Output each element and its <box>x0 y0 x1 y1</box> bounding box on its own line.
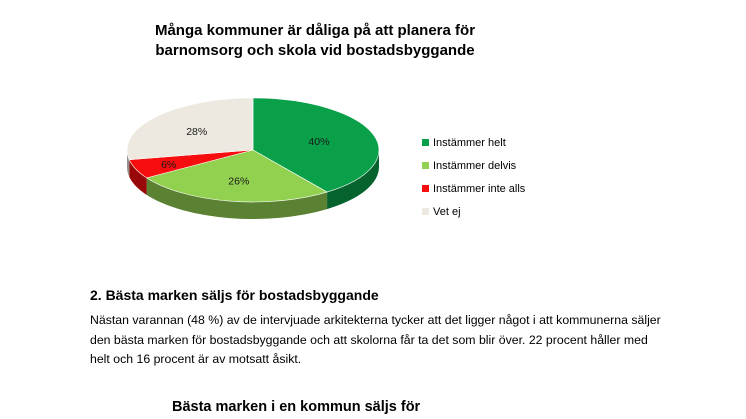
section-heading: 2. Bästa marken säljs för bostadsbyggande <box>90 287 379 303</box>
legend-swatch <box>422 162 429 169</box>
pie-data-label-1: 26% <box>228 175 250 188</box>
legend-swatch <box>422 139 429 146</box>
body-paragraph: Nästan varannan (48 %) av de intervjuade arkitekterna tycker att det ligger något i att kommunerna säljer den bästa marken för bostadsbyggande och att skolorna får ta det som blir över. 22 procent håller med helt och 16 procent är av motsatt åsikt. <box>90 313 661 366</box>
legend-item-vet-ej <box>422 200 525 223</box>
chart-legend <box>422 131 525 223</box>
legend-label: Instämmer delvis <box>433 159 517 172</box>
legend-item-instammer-helt <box>422 131 525 154</box>
legend-item-instammer-delvis <box>422 154 525 177</box>
legend-label: Vet ej <box>433 205 461 218</box>
chart-title-line-2: barnomsorg och skola vid bostadsbyggande <box>155 42 475 59</box>
pie-data-label-0: 40% <box>308 136 330 149</box>
chart-title-line-1: Många kommuner är dåliga på att planera för <box>154 22 476 39</box>
legend-label: Instämmer inte alls <box>433 182 526 195</box>
legend-item-instammer-inte-alls <box>422 177 525 200</box>
pie-data-label-3: 28% <box>186 125 208 138</box>
pie-data-label-2: 6% <box>161 158 177 171</box>
next-chart-title: Bästa marken i en kommun säljs för <box>172 399 421 415</box>
legend-swatch <box>422 208 429 215</box>
legend-label: Instämmer helt <box>433 136 506 149</box>
legend-swatch <box>422 185 429 192</box>
